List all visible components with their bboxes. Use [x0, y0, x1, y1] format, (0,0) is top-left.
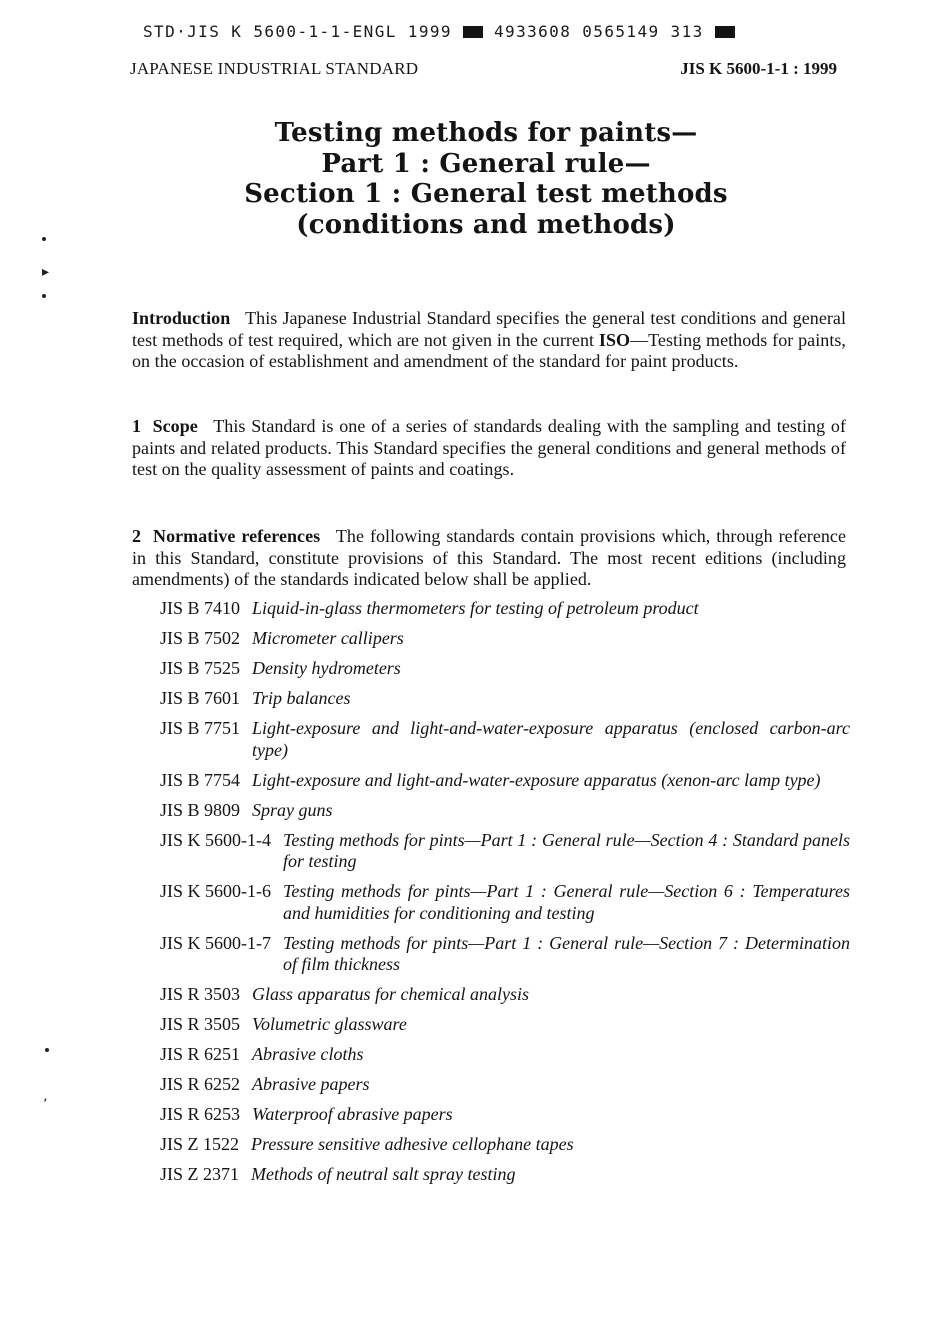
scan-mark — [45, 1048, 49, 1052]
reference-code: JIS R 3505 — [160, 1014, 241, 1034]
reference-title: Abrasive cloths — [252, 1044, 364, 1064]
title-line-3: Section 1 : General test methods — [244, 179, 728, 209]
reference-item — [160, 658, 850, 680]
reference-item — [160, 770, 850, 792]
reference-title: Spray guns — [252, 799, 333, 820]
scope-text: This Standard is one of a series of standards dealing with the sampling and testing of paints and related products. This Standard specifies the general conditions and general methods of test on the quality assessment of paints and coatings. — [132, 416, 846, 479]
header-standard-number: JIS K 5600-1-1 : 1999 — [680, 59, 837, 78]
scan-mark — [42, 294, 46, 298]
reference-code: JIS B 7410 — [160, 598, 241, 618]
reference-title: Testing methods for pints—Part 1 : General rule—Section 7 : Determination of film thickness — [283, 932, 850, 974]
normative-references-section — [132, 526, 846, 591]
reference-code: JIS Z 2371 — [160, 1164, 240, 1184]
reference-title: Abrasive papers — [252, 1074, 370, 1094]
scope-number: 1 — [132, 416, 142, 436]
reference-title: Density hydrometers — [252, 658, 401, 678]
title-line-4: (conditions and methods) — [296, 209, 676, 240]
document-stamp — [143, 22, 735, 41]
introduction-paragraph — [132, 308, 846, 373]
reference-title: Trip balances — [252, 688, 351, 708]
reference-item — [160, 1104, 850, 1126]
normative-references-heading-text: Normative references — [153, 526, 321, 546]
reference-item — [160, 1014, 850, 1036]
stamp-text-2: 4933608 0565149 313 — [494, 22, 704, 41]
normative-references-number: 2 — [132, 526, 142, 546]
stamp-text-1: STD·JIS K 5600-1-1-ENGL 1999 — [143, 22, 452, 41]
reference-code: JIS B 7502 — [160, 628, 241, 648]
reference-title: Waterproof abrasive papers — [252, 1104, 453, 1124]
reference-item — [160, 628, 850, 650]
reference-code: JIS R 3503 — [160, 984, 241, 1004]
normative-references-text: The following standards contain provisions which, through reference in this Standard, constitute provisions of this Standard. The most recent editions (including amendments) of the standards indicated below shall be applied. — [132, 526, 846, 589]
header-standard-type: JAPANESE INDUSTRIAL STANDARD — [130, 59, 419, 78]
reference-code: JIS B 7601 — [160, 688, 241, 708]
reference-item — [160, 1044, 850, 1066]
reference-code: JIS K 5600-1-4 — [160, 829, 271, 850]
scan-mark: ▸ — [42, 264, 50, 280]
reference-title: Volumetric glassware — [252, 1014, 407, 1034]
introduction-text-b: —Testing methods for paints, on the occasion of establishment and amendment of the standard for paint products. — [132, 329, 846, 371]
reference-code: JIS B 7754 — [160, 769, 241, 790]
introduction-iso: ISO — [598, 329, 631, 350]
reference-code: JIS R 6251 — [160, 1044, 241, 1064]
document-title — [0, 118, 950, 240]
reference-item — [160, 598, 850, 620]
stamp-bar-2 — [715, 26, 735, 38]
introduction-text-a: This Japanese Industrial Standard specifies the general test conditions and general test methods of test required, which are not given in the current — [132, 308, 846, 350]
reference-code: JIS R 6253 — [160, 1104, 241, 1124]
reference-item — [160, 984, 850, 1006]
reference-title: Liquid-in-glass thermometers for testing of petroleum product — [252, 598, 699, 618]
reference-title: Testing methods for pints—Part 1 : General rule—Section 4 : Standard panels for testing — [283, 829, 850, 871]
reference-code: JIS K 5600-1-7 — [160, 932, 271, 953]
reference-item — [160, 688, 850, 710]
reference-code: JIS B 7525 — [160, 658, 241, 678]
reference-title: Pressure sensitive adhesive cellophane tapes — [251, 1134, 574, 1154]
reference-list — [160, 598, 850, 1194]
scope-section — [132, 416, 846, 481]
reference-item — [160, 933, 850, 976]
scan-mark — [42, 237, 46, 241]
reference-title: Light-exposure and light-and-water-exposure apparatus (enclosed carbon-arc type) — [252, 718, 850, 760]
scope-heading-text: Scope — [152, 416, 198, 436]
reference-item — [160, 881, 850, 924]
reference-item — [160, 1074, 850, 1096]
reference-item — [160, 718, 850, 761]
normative-references-heading — [132, 526, 320, 546]
reference-item — [160, 1164, 850, 1186]
reference-item — [160, 800, 850, 822]
reference-code: JIS R 6252 — [160, 1074, 241, 1094]
title-line-1: Testing methods for paints— — [274, 118, 698, 148]
reference-title: Light-exposure and light-and-water-exposure apparatus (xenon-arc lamp type) — [252, 769, 821, 790]
reference-item — [160, 1134, 850, 1156]
reference-code: JIS Z 1522 — [160, 1134, 240, 1154]
reference-code: JIS B 7751 — [160, 718, 241, 738]
reference-title: Micrometer callipers — [252, 628, 404, 648]
reference-item — [160, 830, 850, 873]
scan-mark: ’ — [43, 1097, 48, 1113]
reference-title: Glass apparatus for chemical analysis — [252, 984, 530, 1004]
reference-code: JIS B 9809 — [160, 799, 241, 820]
title-line-2: Part 1 : General rule— — [321, 148, 651, 179]
reference-code: JIS K 5600-1-6 — [160, 881, 271, 901]
stamp-bar-1 — [463, 26, 483, 38]
introduction-heading: Introduction — [132, 308, 231, 328]
reference-title: Methods of neutral salt spray testing — [251, 1164, 516, 1184]
reference-title: Testing methods for pints—Part 1 : General rule—Section 6 : Temperatures and humidities for conditioning and testing — [283, 881, 850, 923]
scope-heading — [132, 416, 198, 436]
